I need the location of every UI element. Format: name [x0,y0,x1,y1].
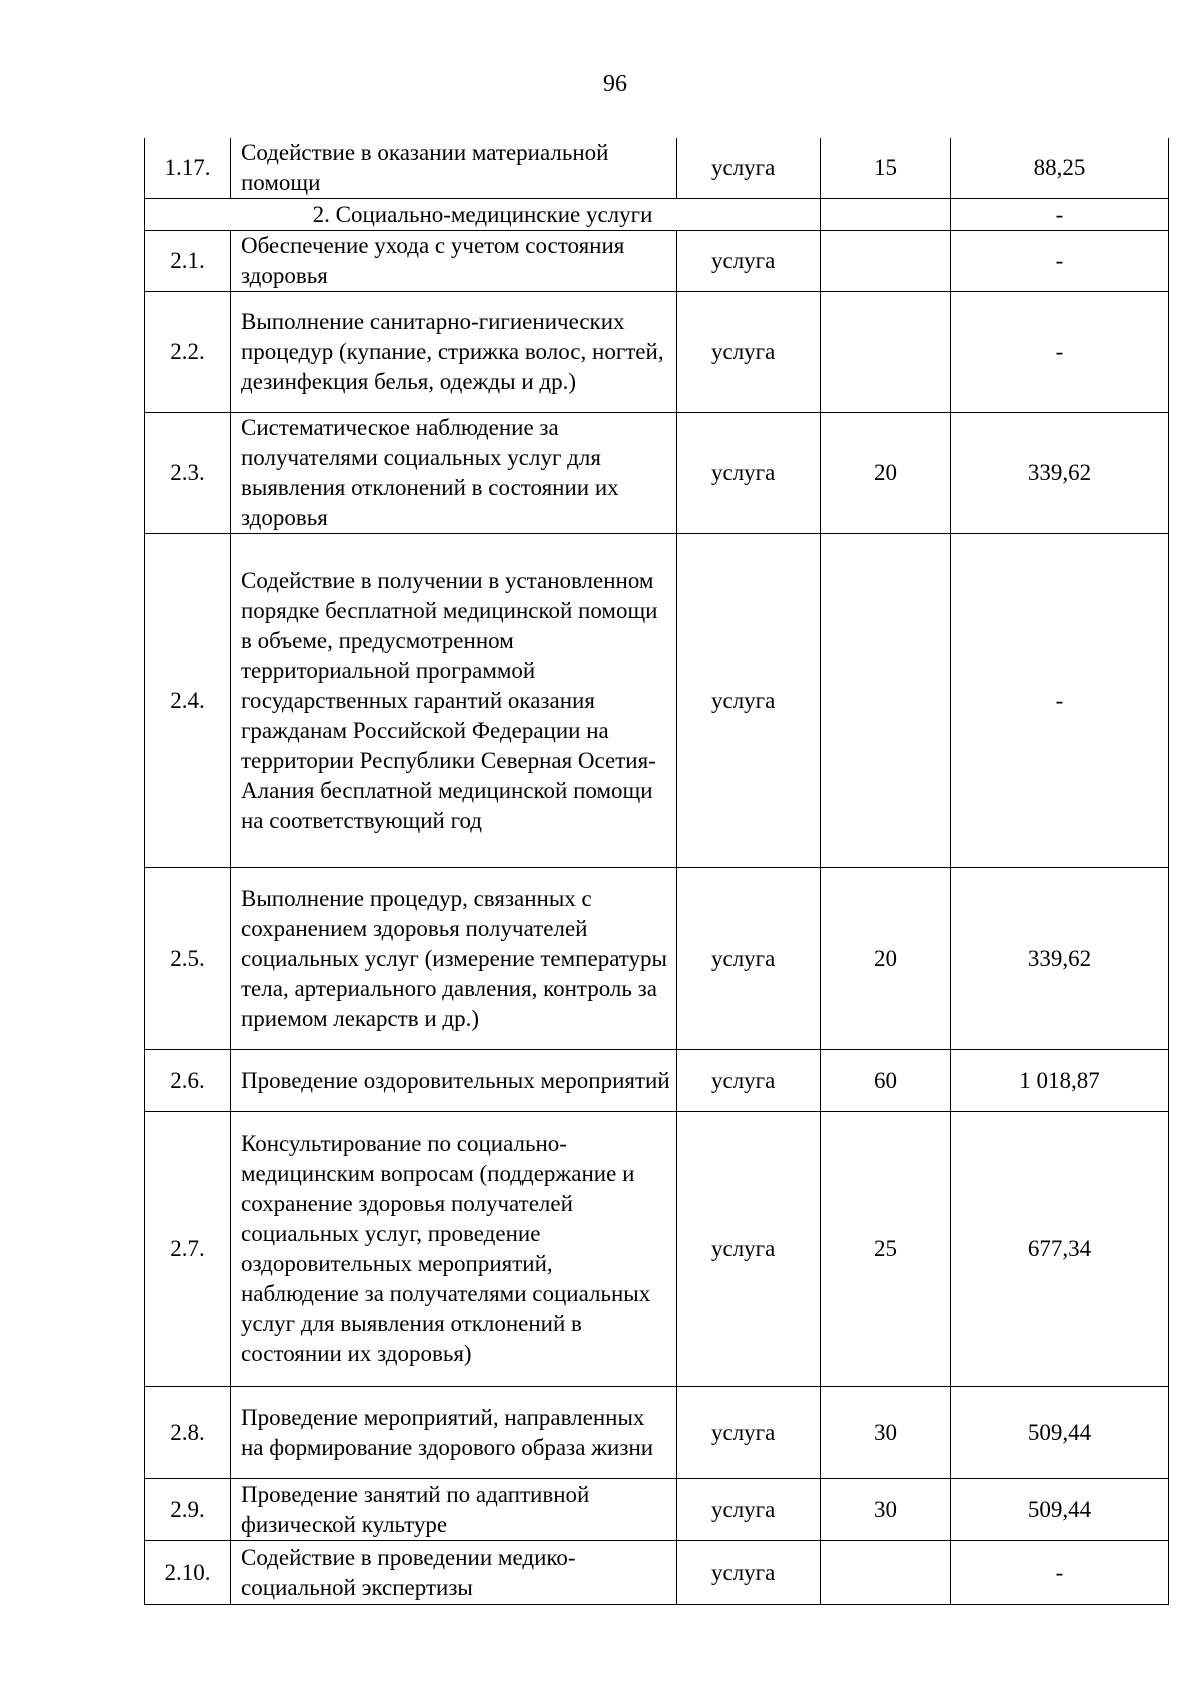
quantity: 20 [821,868,951,1050]
price: - [951,292,1169,413]
unit: услуга [677,413,821,534]
section-title: 2. Социально-медицинские услуги [145,199,821,231]
table-row [145,1112,1169,1387]
row-number: 2.4. [145,534,231,868]
section-row [145,199,1169,231]
quantity: 20 [821,413,951,534]
services-table [144,138,1169,1605]
row-number: 2.9. [145,1479,231,1541]
unit: услуга [677,1050,821,1112]
price: 1 018,87 [951,1050,1169,1112]
page-number: 96 [603,71,627,97]
row-number: 2.10. [145,1541,231,1605]
service-name: Проведение занятий по адаптивной физической культуре [231,1479,677,1541]
unit: услуга [677,534,821,868]
unit: услуга [677,138,821,199]
unit: услуга [677,1479,821,1541]
quantity: 60 [821,1050,951,1112]
price: 509,44 [951,1479,1169,1541]
price: 88,25 [951,138,1169,199]
row-number: 2.6. [145,1050,231,1112]
row-number: 2.3. [145,413,231,534]
quantity [821,231,951,292]
unit: услуга [677,1387,821,1479]
quantity: 15 [821,138,951,199]
services-table-body [145,138,1169,1605]
service-name: Консультирование по социально-медицинским вопросам (поддержание и сохранение здоровья получателей социальных услуг, проведение оздоровительных мероприятий, наблюдение за получателями социальных услуг для выявления отклонений в состоянии их здоровья) [231,1112,677,1387]
table-row [145,413,1169,534]
table-row [145,1479,1169,1541]
price: - [951,534,1169,868]
quantity [821,1541,951,1605]
price: 339,62 [951,413,1169,534]
table-row [145,534,1169,868]
table-row [145,292,1169,413]
table-row [145,868,1169,1050]
table-row [145,1050,1169,1112]
service-name: Систематическое наблюдение за получателями социальных услуг для выявления отклонений в состоянии их здоровья [231,413,677,534]
service-name: Обеспечение ухода с учетом состояния здоровья [231,231,677,292]
price: - [951,1541,1169,1605]
unit: услуга [677,292,821,413]
unit: услуга [677,231,821,292]
service-name: Содействие в оказании материальной помощи [231,138,677,199]
service-name: Выполнение процедур, связанных с сохранением здоровья получателей социальных услуг (измерение температуры тела, артериального давления, контроль за приемом лекарств и др.) [231,868,677,1050]
service-name: Проведение оздоровительных мероприятий [231,1050,677,1112]
service-name: Выполнение санитарно-гигиенических процедур (купание, стрижка волос, ногтей, дезинфекция белья, одежды и др.) [231,292,677,413]
table-row [145,138,1169,199]
quantity [821,292,951,413]
unit: услуга [677,868,821,1050]
row-number: 2.1. [145,231,231,292]
row-number: 2.8. [145,1387,231,1479]
price: - [951,231,1169,292]
service-name: Проведение мероприятий, направленных на формирование здорового образа жизни [231,1387,677,1479]
row-number: 1.17. [145,138,231,199]
quantity [821,534,951,868]
unit: услуга [677,1541,821,1605]
service-name: Содействие в получении в установленном порядке бесплатной медицинской помощи в объеме, предусмотренном территориальной программой государственных гарантий оказания гражданам Российской Федерации на территории Республики Северная Осетия-Алания бесплатной медицинской помощи на соответствующий год [231,534,677,868]
price: 339,62 [951,868,1169,1050]
table-row [145,231,1169,292]
row-number: 2.2. [145,292,231,413]
table-row [145,1541,1169,1605]
row-number: 2.5. [145,868,231,1050]
quantity: 30 [821,1479,951,1541]
quantity: 25 [821,1112,951,1387]
row-number: 2.7. [145,1112,231,1387]
price: 509,44 [951,1387,1169,1479]
price: 677,34 [951,1112,1169,1387]
quantity [821,199,951,231]
unit: услуга [677,1112,821,1387]
price: - [951,199,1169,231]
table-row [145,1387,1169,1479]
service-name: Содействие в проведении медико-социальной экспертизы [231,1541,677,1605]
quantity: 30 [821,1387,951,1479]
